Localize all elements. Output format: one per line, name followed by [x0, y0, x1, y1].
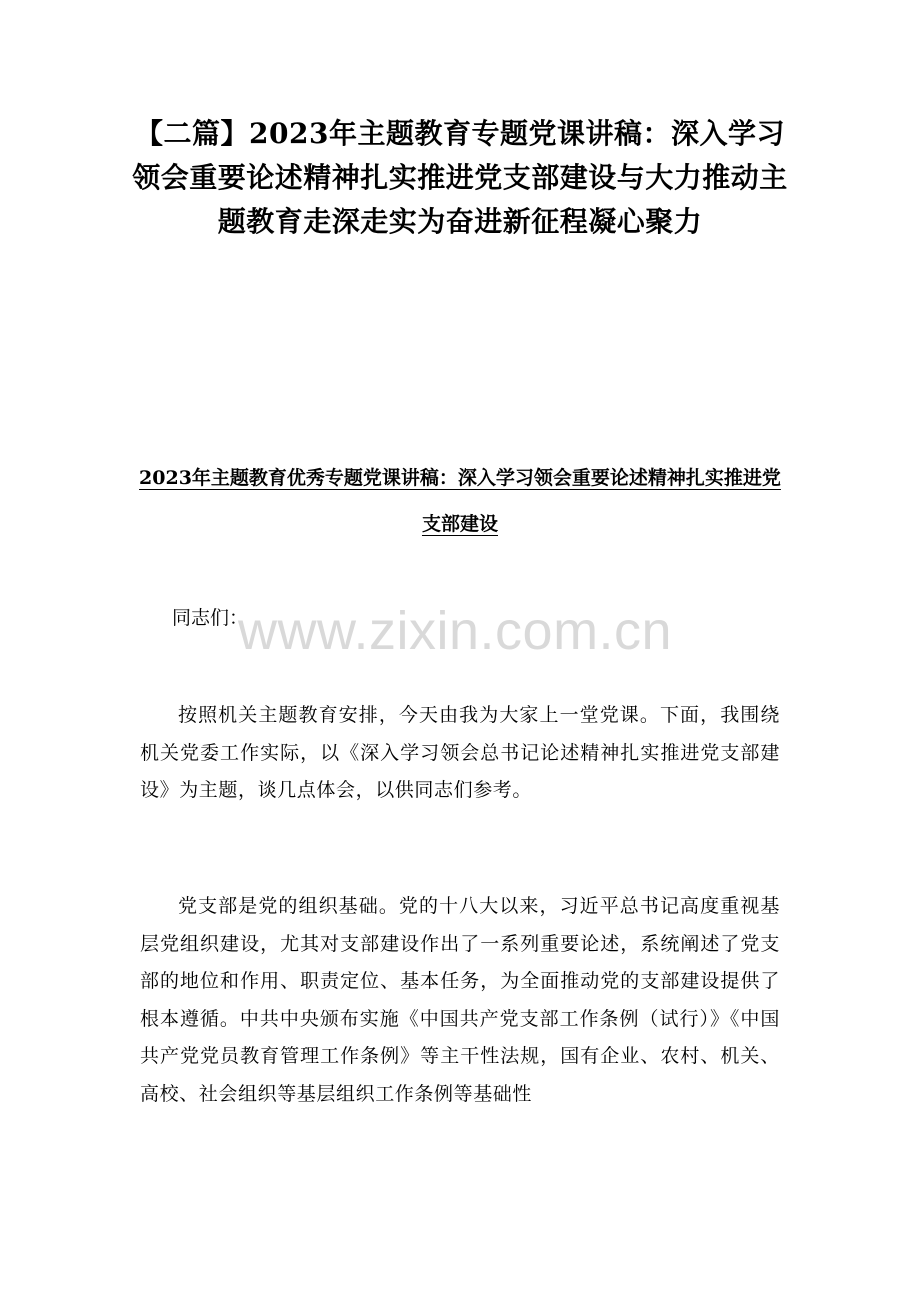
watermark: www.zixin.com.cn [238, 601, 673, 661]
document-title: 【二篇】2023年主题教育专题党课讲稿：深入学习领会重要论述精神扎实推进党支部建设与大力推动主题教育走深走实为奋进新征程凝心聚力 [132, 117, 788, 238]
body-paragraph: 党支部是党的组织基础。党的十八大以来，习近平总书记高度重视基层党组织建设，尤其对支部建设作出了一系列重要论述，系统阐述了党支部的地位和作用、职责定位、基本任务，为全面推动党的支部建设提供了根本遵循。中共中央颁布实施《中国共产党支部工作条例（试行）》《中国共产党党员教育管理工作条例》等主干性法规，国有企业、农村、机关、高校、社会组织等基层组织工作条例等基础性 [140, 895, 780, 1105]
section-title: 2023年主题教育优秀专题党课讲稿：深入学习领会重要论述精神扎实推进党支部建设 [139, 467, 781, 535]
body-paragraph: 按照机关主题教育安排，今天由我为大家上一堂党课。下面，我围绕机关党委工作实际，以《深入学习领会总书记论述精神扎实推进党支部建设》为主题，谈几点体会，以供同志们参考。 [140, 704, 780, 801]
salutation: 同志们： [172, 607, 249, 629]
